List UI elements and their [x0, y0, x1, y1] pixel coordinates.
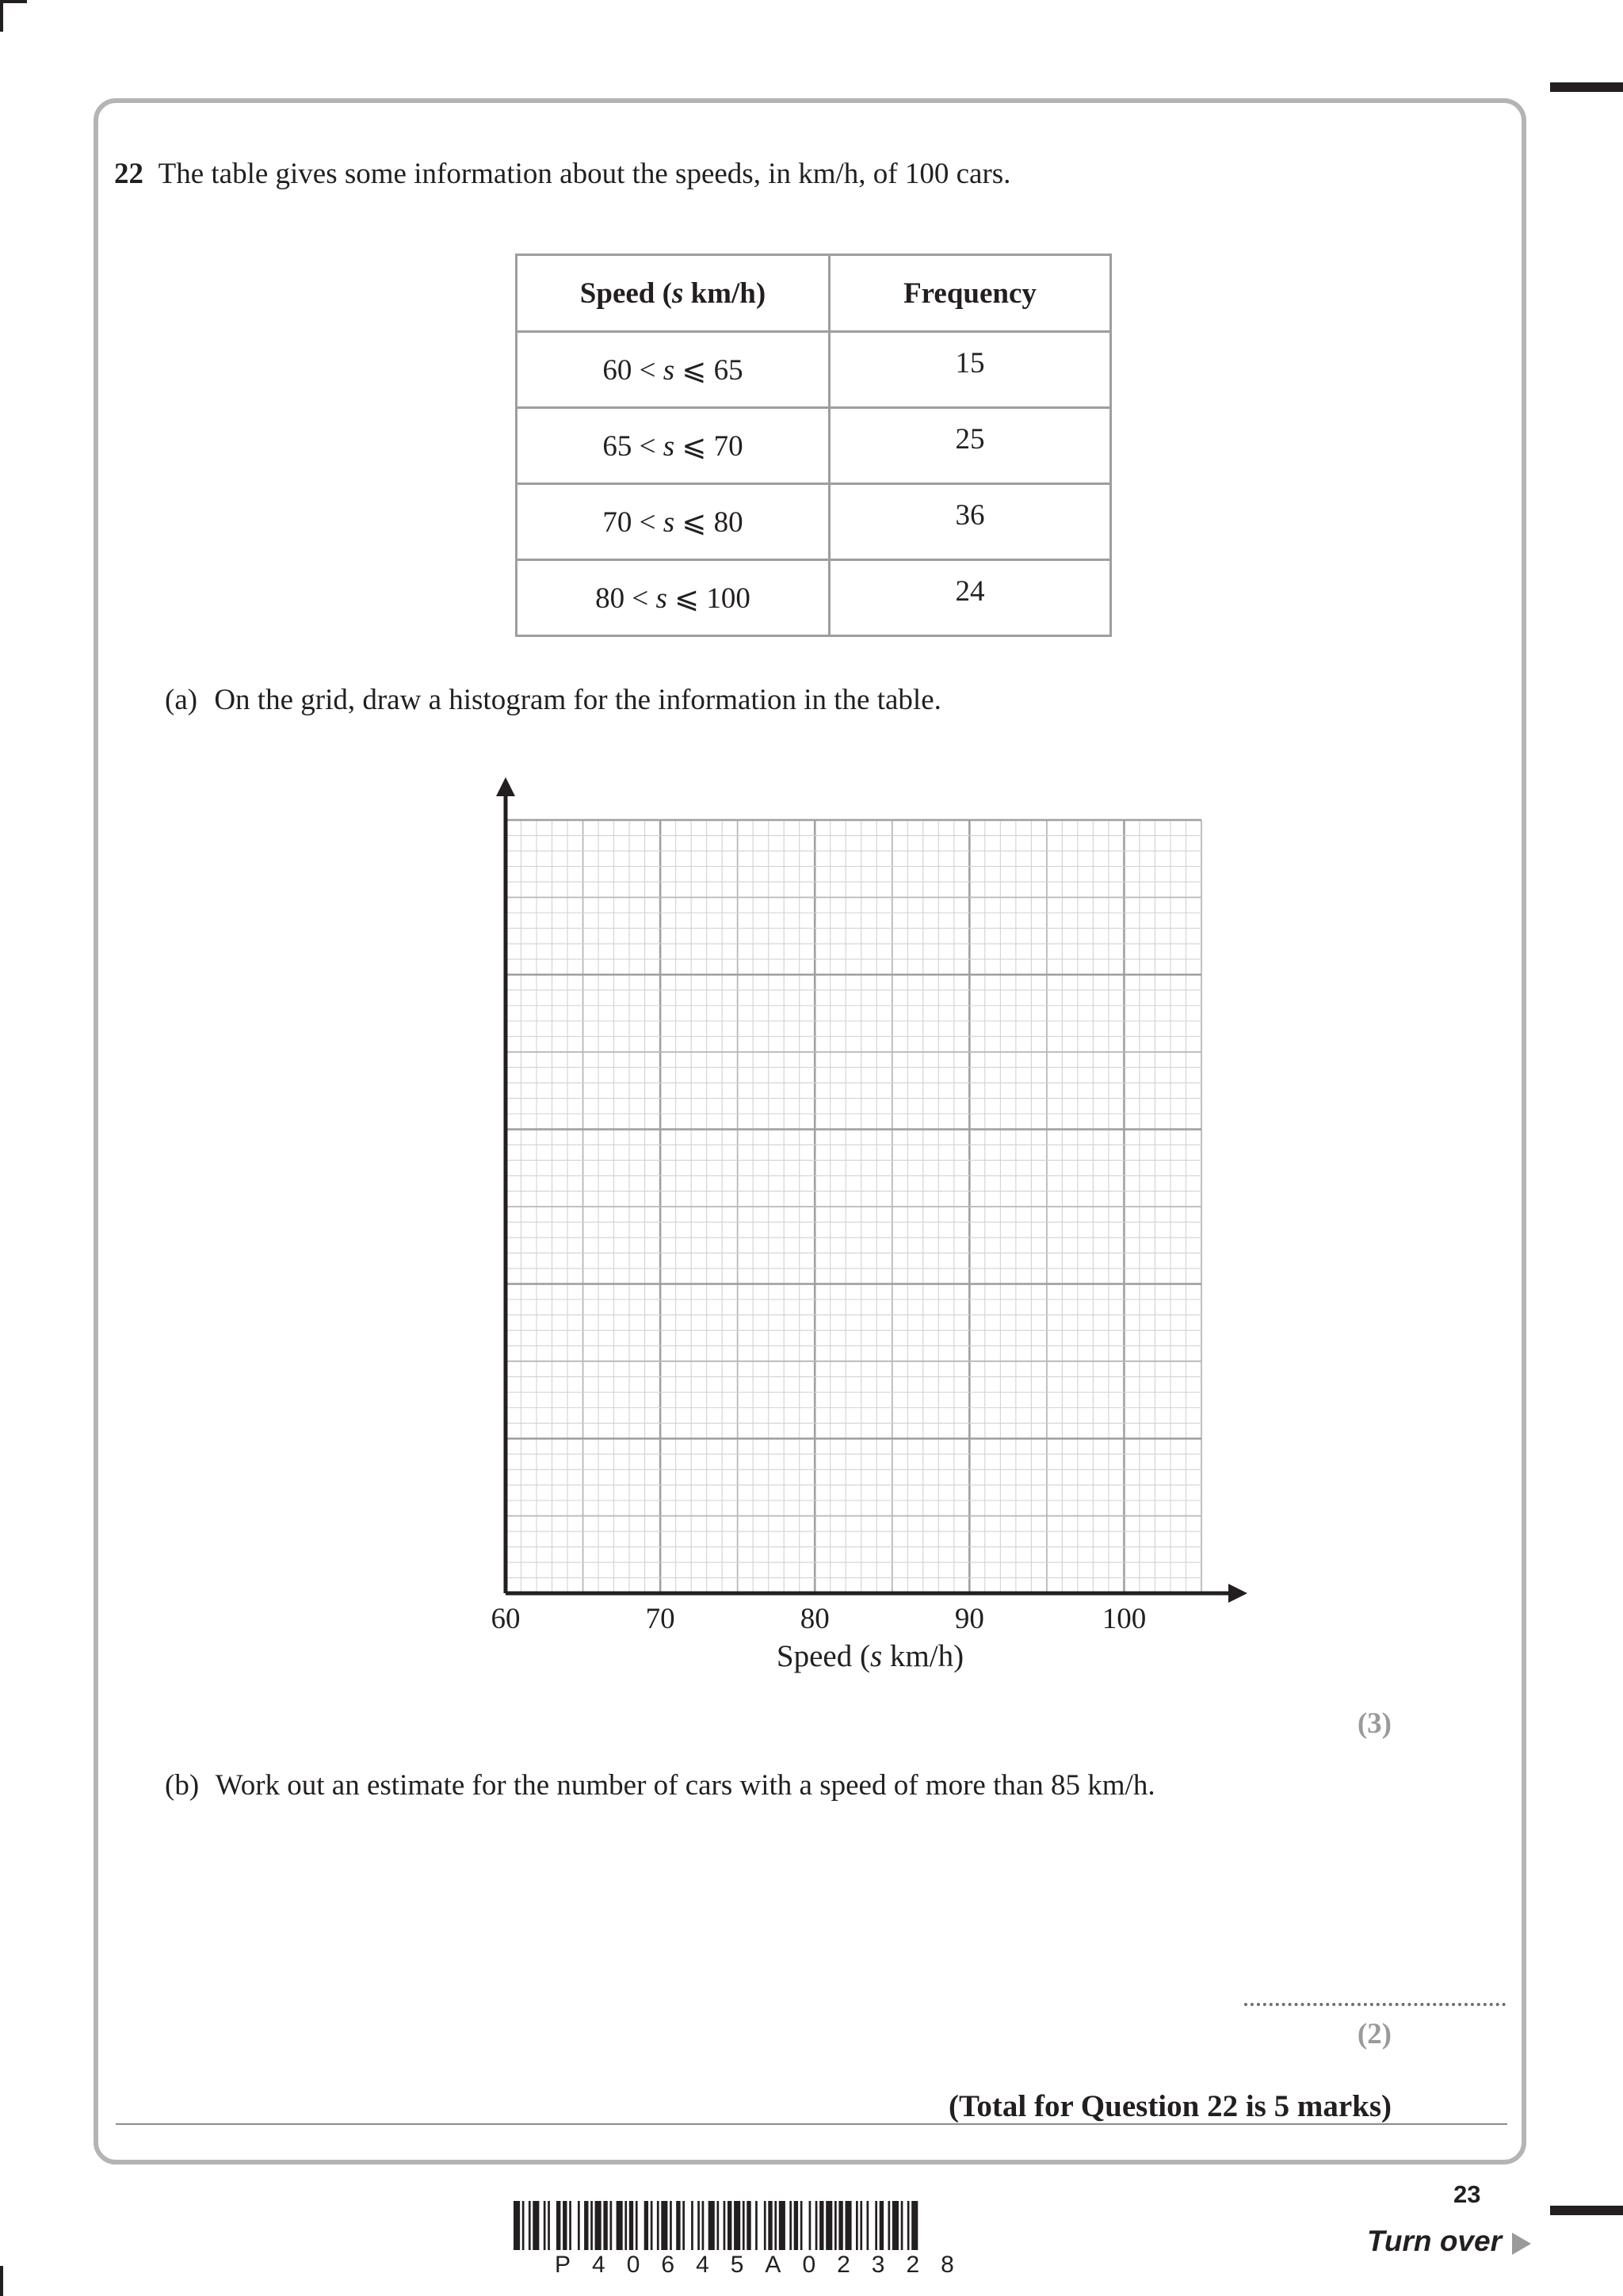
- barcode-bar: [691, 2201, 693, 2250]
- barcode-bar: [629, 2201, 633, 2250]
- barcode-bar: [624, 2201, 627, 2250]
- part-a-label: (a): [165, 684, 198, 716]
- crop-mark-bottom-left: [0, 2266, 3, 2296]
- frequency-cell: 36: [830, 484, 1111, 560]
- header-speed: Speed (s km/h): [517, 255, 830, 332]
- barcode-bar: [846, 2201, 852, 2250]
- speed-class: 60 < s ⩽ 65: [517, 332, 830, 408]
- frequency-table: [515, 254, 1112, 637]
- barcode-bar: [661, 2201, 667, 2250]
- part-a-text: On the grid, draw a histogram for the information in the table.: [214, 684, 941, 716]
- barcode-bar: [734, 2201, 740, 2250]
- x-tick-labels: [491, 1603, 1147, 1635]
- barcode-bar: [717, 2201, 720, 2250]
- barcode-bar: [529, 2201, 531, 2250]
- turn-over-arrow-icon: [1512, 2233, 1531, 2255]
- part-b-text: Work out an estimate for the number of cars with a speed of more than 85 km/h.: [215, 1769, 1155, 1802]
- barcode-bar: [617, 2201, 623, 2250]
- barcode-bar: [867, 2201, 869, 2250]
- part-b-label: (b): [165, 1769, 200, 1802]
- table-header-row: [517, 255, 1111, 332]
- part-a-prompt: [165, 683, 941, 717]
- frequency-cell: 25: [830, 408, 1111, 484]
- table-row: [517, 560, 1111, 636]
- barcode-bar: [888, 2201, 891, 2250]
- barcode-bar: [880, 2201, 884, 2250]
- barcode-bar: [755, 2201, 758, 2250]
- barcode-bar: [794, 2201, 798, 2250]
- barcode-bar: [724, 2201, 726, 2250]
- barcode-bar: [856, 2201, 858, 2250]
- answer-line[interactable]: [1244, 2003, 1506, 2006]
- barcode-bar: [522, 2201, 525, 2250]
- barcode-bar: [708, 2201, 715, 2250]
- barcode-bar: [644, 2201, 648, 2250]
- barcode-bar: [563, 2201, 567, 2250]
- barcode-bar: [789, 2201, 792, 2250]
- question-text: The table gives some information about the speeds, in km/h, of 100 cars.: [158, 158, 1011, 190]
- part-b-marks: (2): [1357, 2018, 1392, 2050]
- x-tick-label: 100: [1102, 1603, 1147, 1635]
- crop-mark-top-left: [0, 0, 27, 3]
- barcode-bar: [809, 2201, 812, 2250]
- x-tick-label: 90: [954, 1603, 984, 1635]
- barcode-bar: [702, 2201, 705, 2250]
- question-stem: [114, 157, 1010, 191]
- barcode-bar: [838, 2201, 842, 2250]
- barcode-bar: [651, 2201, 653, 2250]
- table-row: [517, 484, 1111, 560]
- page-number: 23: [1453, 2180, 1481, 2208]
- barcode-bar: [533, 2201, 539, 2250]
- x-tick-label: 80: [800, 1603, 830, 1635]
- barcode-bar: [764, 2201, 766, 2250]
- table-row: [517, 332, 1111, 408]
- barcode-bar: [676, 2201, 680, 2250]
- barcode-bar: [578, 2201, 580, 2250]
- barcode-bar: [779, 2201, 785, 2250]
- barcode-bar: [875, 2201, 877, 2250]
- x-tick-label: 70: [645, 1603, 675, 1635]
- question-number: 22: [114, 158, 143, 190]
- barcode-bar: [603, 2201, 607, 2250]
- barcode-bar: [834, 2201, 837, 2250]
- x-tick-label: 60: [491, 1603, 521, 1635]
- table-row: [517, 408, 1111, 484]
- barcode-bar: [747, 2201, 750, 2250]
- x-axis-arrowhead: [1228, 1584, 1247, 1603]
- barcode-bar: [548, 2201, 550, 2250]
- barcode-bar: [727, 2201, 731, 2250]
- barcode-bar: [682, 2201, 685, 2250]
- barcode-bar: [911, 2201, 918, 2250]
- turn-over-label: Turn over: [1367, 2225, 1502, 2257]
- barcode-bar: [556, 2201, 560, 2250]
- barcode-bar: [743, 2201, 745, 2250]
- barcode-bar: [670, 2201, 672, 2250]
- registration-mark-top: [1550, 82, 1623, 92]
- x-axis-label: Speed (s km/h): [776, 1639, 964, 1673]
- barcode-bar: [774, 2201, 777, 2250]
- axes: [496, 777, 1247, 1603]
- y-axis-arrowhead: [496, 777, 515, 796]
- speed-class: 80 < s ⩽ 100: [517, 560, 830, 636]
- barcode: [514, 2201, 1130, 2250]
- barcode-bar: [636, 2201, 638, 2250]
- barcode-bar: [569, 2201, 571, 2250]
- barcode-bar: [595, 2201, 601, 2250]
- barcode-bar: [584, 2201, 588, 2250]
- registration-mark-bottom: [1550, 2206, 1623, 2215]
- barcode-bar: [819, 2201, 823, 2250]
- frequency-cell: 15: [830, 332, 1111, 408]
- crop-mark-top-left-vertical: [0, 0, 3, 32]
- part-a-marks: (3): [1357, 1707, 1392, 1740]
- question-divider: [116, 2123, 1507, 2125]
- barcode-bar: [590, 2201, 593, 2250]
- barcode-bar: [544, 2201, 546, 2250]
- grid-lines: [506, 820, 1201, 1593]
- header-frequency: Frequency: [830, 255, 1111, 332]
- barcode-bar: [768, 2201, 772, 2250]
- barcode-bar: [907, 2201, 910, 2250]
- barcode-bar: [610, 2201, 613, 2250]
- barcode-bar: [800, 2201, 803, 2250]
- barcode-bar: [826, 2201, 832, 2250]
- speed-class: 70 < s ⩽ 80: [517, 484, 830, 560]
- barcode-text: P40645A02328: [555, 2252, 976, 2278]
- histogram-grid[interactable]: [475, 772, 1268, 1691]
- barcode-bar: [815, 2201, 818, 2250]
- question-total: (Total for Question 22 is 5 marks): [948, 2089, 1392, 2123]
- barcode-bar: [657, 2201, 659, 2250]
- barcode-bar: [514, 2201, 520, 2250]
- frequency-cell: 24: [830, 560, 1111, 636]
- barcode-bar: [901, 2201, 903, 2250]
- barcode-bar: [860, 2201, 862, 2250]
- part-b-prompt: [165, 1768, 1155, 1802]
- speed-class: 65 < s ⩽ 70: [517, 408, 830, 484]
- barcode-bar: [892, 2201, 899, 2250]
- barcode-bar: [697, 2201, 700, 2250]
